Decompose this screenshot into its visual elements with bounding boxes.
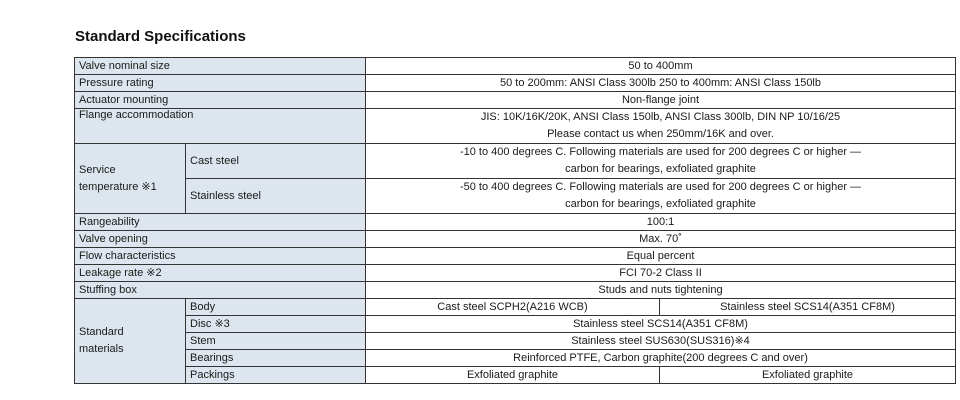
table-row	[75, 92, 956, 109]
row-label: Rangeability	[75, 214, 366, 231]
row-value: Stainless steel SCS14(A351 CF8M)	[366, 316, 956, 333]
table-row	[75, 144, 956, 179]
table-row	[75, 179, 956, 214]
sub-label: Body	[186, 299, 366, 316]
value-line: -10 to 400 degrees C. Following materials are used for 200 degrees C or higher ―	[459, 146, 862, 158]
sub-label: Disc ※3	[186, 316, 366, 333]
label-line: Standard	[79, 326, 124, 338]
row-label: Leakage rate ※2	[75, 265, 366, 282]
table-row	[75, 265, 956, 282]
table-row	[75, 75, 956, 92]
label-line: Service	[79, 163, 116, 176]
row-value: Stainless steel SCS14(A351 CF8M)	[660, 299, 956, 316]
sub-label: Stainless steel	[186, 179, 366, 214]
row-value	[366, 179, 956, 214]
value-line: carbon for bearings, exfoliated graphite	[565, 198, 756, 210]
table-row	[75, 316, 956, 333]
sub-label: Cast steel	[186, 144, 366, 179]
row-value: Non-flange joint	[366, 92, 956, 109]
row-label: Pressure rating	[75, 75, 366, 92]
table-row	[75, 350, 956, 367]
table-row	[75, 58, 956, 75]
row-label: Actuator mounting	[75, 92, 366, 109]
row-value: FCI 70-2 Class II	[366, 265, 956, 282]
sub-label: Bearings	[186, 350, 366, 367]
spec-table	[74, 57, 956, 384]
value-line: Please contact us when 250mm/16K and over.	[547, 128, 774, 140]
row-value: Exfoliated graphite	[660, 367, 956, 384]
table-row	[75, 299, 956, 316]
row-group-label	[75, 299, 186, 384]
sub-label: Stem	[186, 333, 366, 350]
row-value	[366, 144, 956, 179]
label-line: materials	[79, 343, 124, 355]
row-label: Flow characteristics	[75, 248, 366, 265]
row-value: Exfoliated graphite	[366, 367, 660, 384]
row-value: Studs and nuts tightening	[366, 282, 956, 299]
table-row	[75, 231, 956, 248]
row-value	[366, 109, 956, 144]
row-value: 50 to 400mm	[366, 58, 956, 75]
row-label: Valve opening	[75, 231, 366, 248]
row-value: 50 to 200mm: ANSI Class 300lb 250 to 400mm: ANSI Class 150lb	[366, 75, 956, 92]
row-group-label	[75, 144, 186, 214]
table-row	[75, 109, 956, 144]
value-line: -50 to 400 degrees C. Following materials are used for 200 degrees C or higher ―	[459, 181, 862, 193]
row-label: Valve nominal size	[75, 58, 366, 75]
row-value: Stainless steel SUS630(SUS316)※4	[366, 333, 956, 350]
row-label: Flange accommodation	[75, 109, 366, 144]
sub-label: Packings	[186, 367, 366, 384]
table-row	[75, 333, 956, 350]
table-row	[75, 367, 956, 384]
row-value: Reinforced PTFE, Carbon graphite(200 degrees C and over)	[366, 350, 956, 367]
table-row	[75, 248, 956, 265]
page-title: Standard Specifications	[75, 28, 246, 45]
table-row	[75, 282, 956, 299]
row-value: Equal percent	[366, 248, 956, 265]
row-value: Max. 70˚	[366, 231, 956, 248]
label-line: temperature ※1	[79, 180, 157, 193]
row-label: Stuffing box	[75, 282, 366, 299]
value-line: carbon for bearings, exfoliated graphite	[565, 163, 756, 175]
row-value: 100:1	[366, 214, 956, 231]
row-value: Cast steel SCPH2(A216 WCB)	[366, 299, 660, 316]
table-row	[75, 214, 956, 231]
value-line: JIS: 10K/16K/20K, ANSI Class 150lb, ANSI Class 300lb, DIN NP 10/16/25	[480, 111, 841, 123]
